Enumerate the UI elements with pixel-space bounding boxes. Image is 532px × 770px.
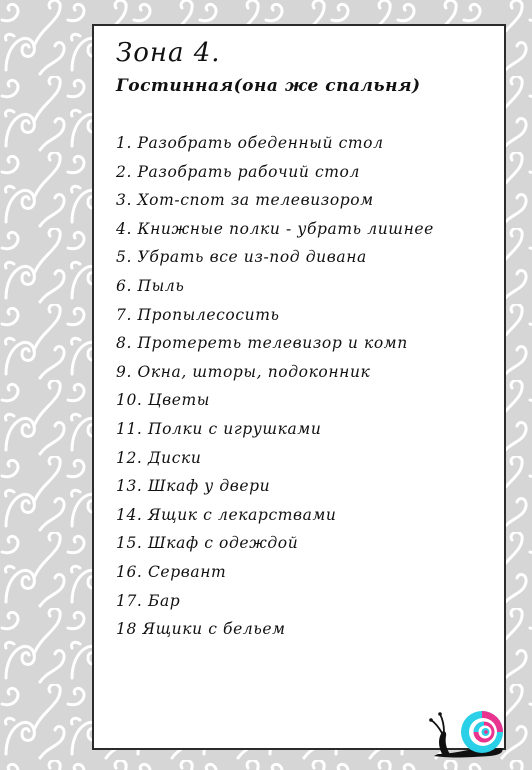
task-item: 17. Бар — [116, 591, 181, 610]
zone-title: Зона 4. — [116, 38, 221, 68]
task-item: 16. Сервант — [116, 562, 227, 581]
task-list — [116, 129, 434, 644]
task-item: 18 Ящики с бельем — [116, 620, 286, 639]
task-item: 9. Окна, шторы, подоконник — [116, 362, 371, 381]
task-item: 5. Убрать все из-под дивана — [116, 248, 367, 267]
task-item: 14. Ящик с лекарствами — [116, 505, 337, 524]
task-item: 7. Пропылесосить — [116, 305, 280, 324]
task-item: 3. Хот-спот за телевизором — [116, 191, 374, 210]
task-item: 10. Цветы — [116, 391, 211, 410]
task-item: 15. Шкаф с одеждой — [116, 534, 299, 553]
snail-icon — [428, 708, 524, 764]
task-item: 8. Протереть телевизор и комп — [116, 334, 408, 353]
task-item: 4. Книжные полки - убрать лишнее — [116, 219, 434, 238]
task-item: 2. Разобрать рабочий стол — [116, 162, 360, 181]
task-item: 12. Диски — [116, 448, 202, 467]
task-item: 13. Шкаф у двери — [116, 477, 271, 496]
task-item: 1. Разобрать обеденный стол — [116, 134, 384, 152]
task-item: 6. Пыль — [116, 276, 185, 295]
room-subtitle: Гостинная(она же спальня) — [116, 76, 421, 96]
task-item: 11. Полки с игрушками — [116, 419, 322, 438]
checklist-card — [92, 24, 506, 750]
